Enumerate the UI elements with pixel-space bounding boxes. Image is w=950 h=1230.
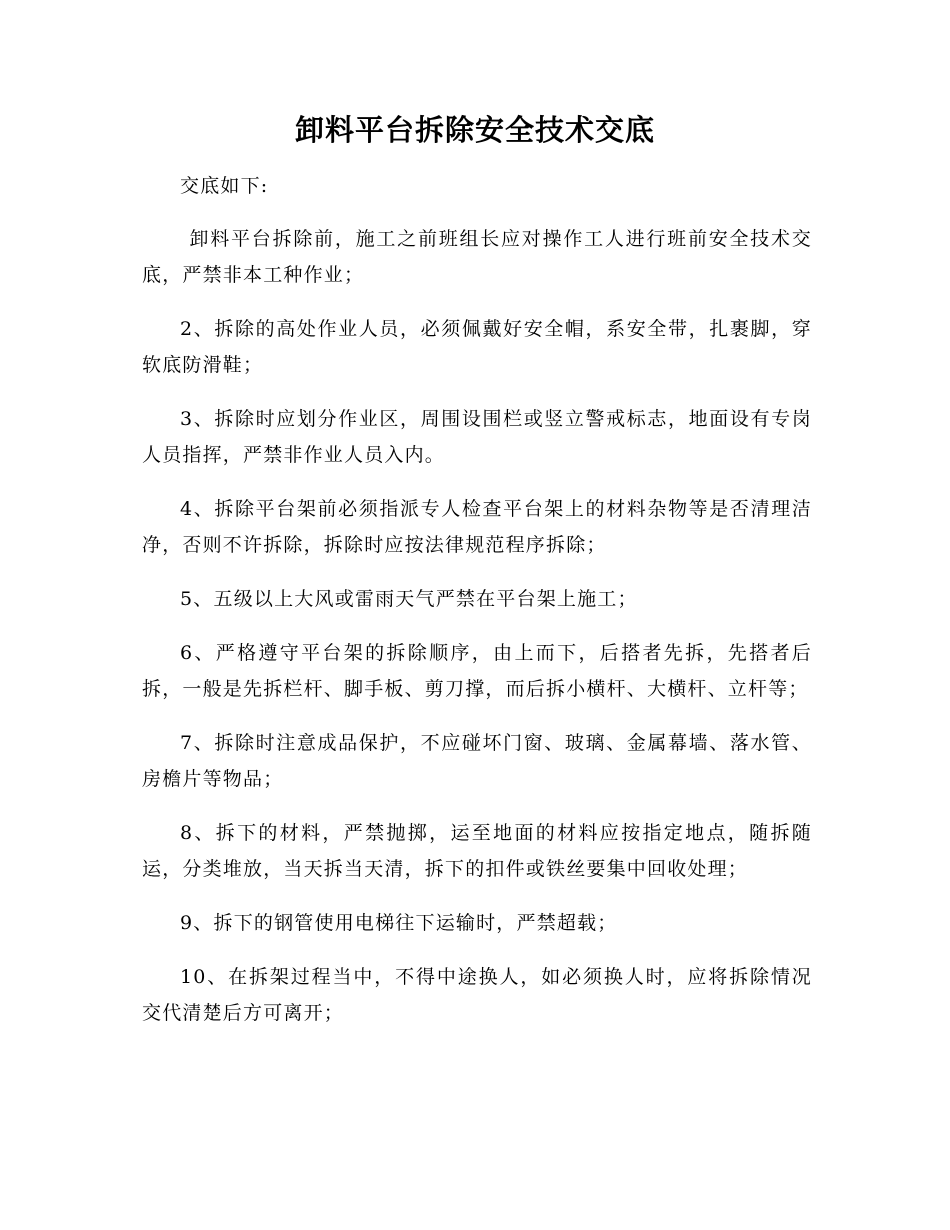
paragraph-9: 9、拆下的钢管使用电梯往下运输时，严禁超载； <box>180 912 618 934</box>
paragraph-6: 6、严格遵守平台架的拆除顺序，由上而下，后搭者先拆，先搭者后拆，一般是先拆栏杆、脚手板、剪刀撑，而后拆小横杆、大横杆、立杆等； <box>142 642 812 700</box>
paragraph-7: 7、拆除时注意成品保护，不应碰坏门窗、玻璃、金属幕墙、落水管、房檐片等物品； <box>142 732 812 790</box>
paragraph-2: 2、拆除的高处作业人员，必须佩戴好安全帽，系安全带，扎裹脚，穿软底防滑鞋； <box>142 318 812 376</box>
paragraph-10: 10、在拆架过程当中，不得中途换人，如必须换人时，应将拆除情况交代清楚后方可离开； <box>142 966 812 1024</box>
paragraph-5: 5、五级以上大风或雷雨天气严禁在平台架上施工； <box>180 588 638 610</box>
document-body <box>142 168 812 1049</box>
document-title: 卸料平台拆除安全技术交底 <box>294 113 655 147</box>
paragraph-1: 卸料平台拆除前，施工之前班组长应对操作工人进行班前安全技术交底，严禁非本工种作业； <box>142 228 812 286</box>
intro-line: 交底如下: <box>180 175 269 197</box>
paragraph-4: 4、拆除平台架前必须指派专人检查平台架上的材料杂物等是否清理洁净，否则不许拆除，拆除时应按法律规范程序拆除； <box>142 498 812 556</box>
paragraph-3: 3、拆除时应划分作业区，周围设围栏或竖立警戒标志，地面设有专岗人员指挥，严禁非作业人员入内。 <box>142 408 812 466</box>
paragraph-8: 8、拆下的材料，严禁抛掷，运至地面的材料应按指定地点，随拆随运，分类堆放，当天拆当天清，拆下的扣件或铁丝要集中回收处理； <box>142 822 812 880</box>
